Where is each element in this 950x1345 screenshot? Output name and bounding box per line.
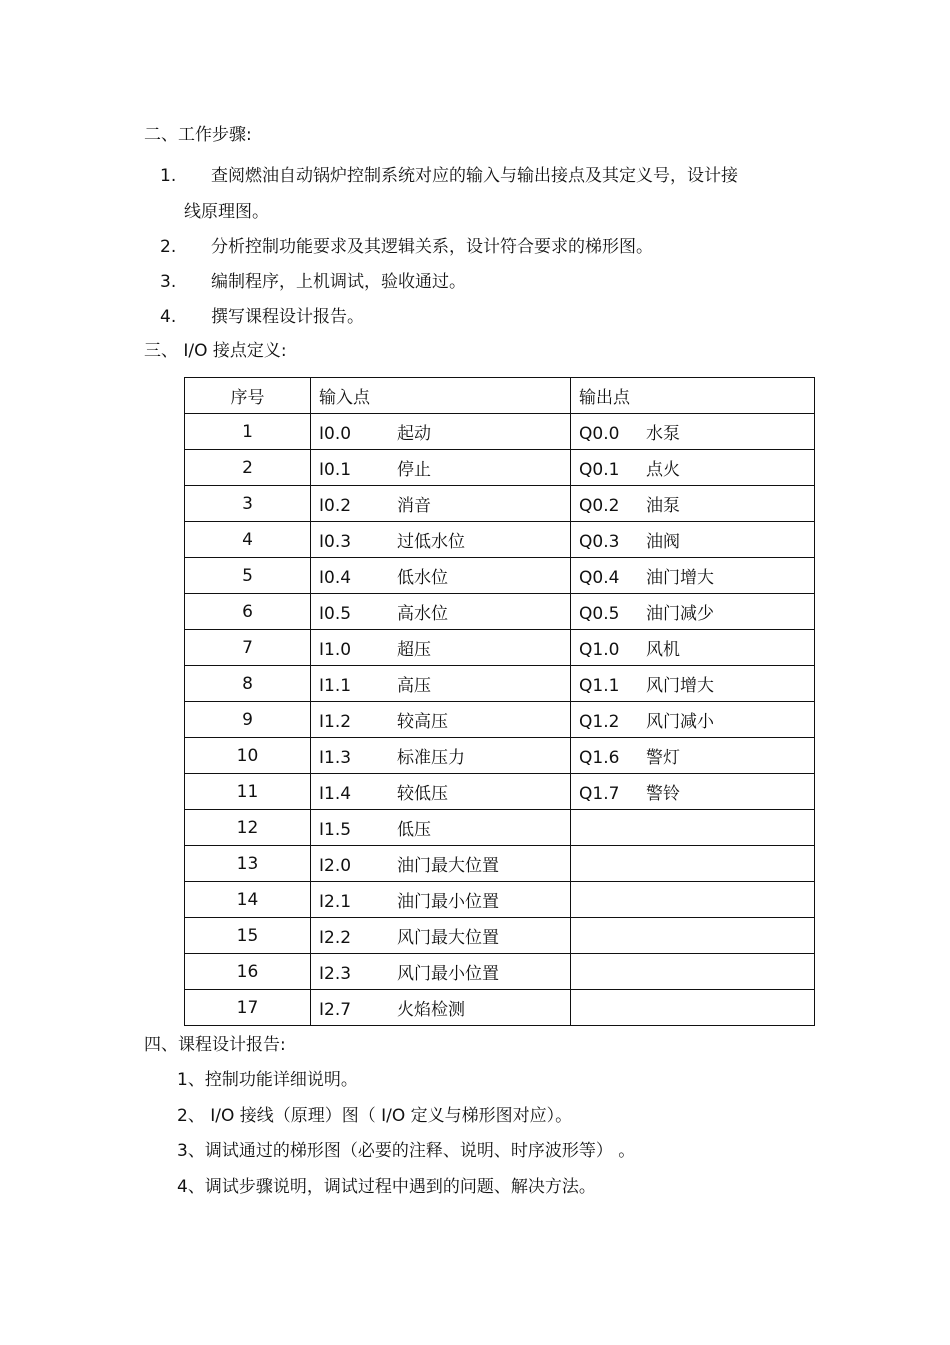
input-label: 标准压力: [397, 748, 465, 768]
step-number: 4.: [160, 307, 177, 327]
input-label: 过低水位: [397, 532, 465, 552]
input-point-cell: [311, 846, 571, 882]
input-point-cell: [311, 630, 571, 666]
input-address: I1.0: [319, 640, 352, 660]
input-label: 起动: [397, 424, 431, 444]
report-item: 2、 I/O 接线（原理）图（ I/O 定义与梯形图对应）。: [177, 1106, 573, 1126]
step-text-continued: 线原理图。: [184, 202, 269, 222]
input-address: I0.1: [319, 460, 352, 480]
input-point-cell: [311, 522, 571, 558]
table-row: [185, 414, 815, 450]
input-address: I1.3: [319, 748, 352, 768]
input-label: 超压: [397, 640, 431, 660]
step-text: 分析控制功能要求及其逻辑关系，设计符合要求的梯形图。: [211, 237, 653, 257]
output-address: Q1.2: [579, 712, 620, 732]
table-row: [185, 954, 815, 990]
output-point-cell: [571, 558, 815, 594]
input-label: 消音: [397, 496, 431, 516]
row-index: 13: [185, 846, 311, 882]
output-point-cell: [571, 738, 815, 774]
table-header-row: [185, 378, 815, 414]
input-point-cell: [311, 594, 571, 630]
output-address: Q0.5: [579, 604, 620, 624]
output-address: Q1.6: [579, 748, 620, 768]
section-heading-io-definition: 三、 I/O 接点定义:: [144, 341, 287, 361]
input-address: I2.2: [319, 928, 352, 948]
step-number: 1.: [160, 166, 177, 186]
output-point-cell: [571, 846, 815, 882]
output-point-cell: [571, 630, 815, 666]
table-row: [185, 702, 815, 738]
input-label: 油门最大位置: [397, 856, 499, 876]
table-row: [185, 594, 815, 630]
row-index: 8: [185, 666, 311, 702]
input-label: 较低压: [397, 784, 448, 804]
input-label: 火焰检测: [397, 1000, 465, 1020]
table-row: [185, 522, 815, 558]
input-address: I0.0: [319, 424, 352, 444]
row-index: 2: [185, 450, 311, 486]
input-label: 风门最小位置: [397, 964, 499, 984]
input-label: 较高压: [397, 712, 448, 732]
table-row: [185, 558, 815, 594]
step-text: 撰写课程设计报告。: [211, 307, 364, 327]
row-index: 17: [185, 990, 311, 1026]
section-heading-report: 四、课程设计报告:: [144, 1035, 286, 1055]
output-point-cell: [571, 954, 815, 990]
row-index: 9: [185, 702, 311, 738]
input-label: 停止: [397, 460, 431, 480]
row-index: 15: [185, 918, 311, 954]
header-index: 序号: [185, 378, 311, 414]
table-row: [185, 882, 815, 918]
table-row: [185, 738, 815, 774]
output-point-cell: [571, 990, 815, 1026]
output-point-cell: [571, 450, 815, 486]
input-label: 风门最大位置: [397, 928, 499, 948]
output-point-cell: [571, 666, 815, 702]
output-address: Q0.2: [579, 496, 620, 516]
step-text: 编制程序，上机调试，验收通过。: [211, 272, 466, 292]
row-index: 16: [185, 954, 311, 990]
step-text: 查阅燃油自动锅炉控制系统对应的输入与输出接点及其定义号，设计接: [211, 166, 738, 186]
input-point-cell: [311, 918, 571, 954]
report-item: 1、控制功能详细说明。: [177, 1070, 358, 1090]
output-label: 油门减少: [646, 604, 714, 624]
output-point-cell: [571, 522, 815, 558]
row-index: 11: [185, 774, 311, 810]
output-address: Q1.0: [579, 640, 620, 660]
input-label: 油门最小位置: [397, 892, 499, 912]
output-label: 油泵: [646, 496, 680, 516]
output-label: 水泵: [646, 424, 680, 444]
input-address: I2.7: [319, 1000, 352, 1020]
header-input-points: 输入点: [311, 378, 571, 414]
input-point-cell: [311, 882, 571, 918]
output-address: Q1.1: [579, 676, 620, 696]
output-point-cell: [571, 594, 815, 630]
table-row: [185, 846, 815, 882]
step-number: 3.: [160, 272, 177, 292]
output-address: Q0.4: [579, 568, 620, 588]
table-row: [185, 810, 815, 846]
output-label: 油门增大: [646, 568, 714, 588]
input-address: I2.1: [319, 892, 352, 912]
input-address: I0.2: [319, 496, 352, 516]
row-index: 10: [185, 738, 311, 774]
report-item: 4、调试步骤说明，调试过程中遇到的问题、解决方法。: [177, 1177, 596, 1197]
output-label: 风门减小: [646, 712, 714, 732]
step-number: 2.: [160, 237, 177, 257]
table-row: [185, 990, 815, 1026]
row-index: 12: [185, 810, 311, 846]
output-address: Q0.0: [579, 424, 620, 444]
input-point-cell: [311, 558, 571, 594]
row-index: 3: [185, 486, 311, 522]
input-label: 低水位: [397, 568, 448, 588]
input-address: I0.3: [319, 532, 352, 552]
input-point-cell: [311, 414, 571, 450]
output-label: 警铃: [646, 784, 680, 804]
table-row: [185, 486, 815, 522]
output-label: 风门增大: [646, 676, 714, 696]
header-output-points: 输出点: [571, 378, 815, 414]
output-point-cell: [571, 486, 815, 522]
output-point-cell: [571, 918, 815, 954]
input-point-cell: [311, 990, 571, 1026]
row-index: 6: [185, 594, 311, 630]
input-address: I0.5: [319, 604, 352, 624]
input-address: I1.4: [319, 784, 352, 804]
input-label: 高压: [397, 676, 431, 696]
output-label: 警灯: [646, 748, 680, 768]
output-label: 风机: [646, 640, 680, 660]
row-index: 4: [185, 522, 311, 558]
row-index: 14: [185, 882, 311, 918]
output-point-cell: [571, 774, 815, 810]
table-row: [185, 774, 815, 810]
output-point-cell: [571, 414, 815, 450]
table-row: [185, 666, 815, 702]
row-index: 7: [185, 630, 311, 666]
input-address: I1.1: [319, 676, 352, 696]
table-row: [185, 630, 815, 666]
output-label: 油阀: [646, 532, 680, 552]
section-heading-work-steps: 二、工作步骤:: [144, 125, 252, 145]
output-point-cell: [571, 882, 815, 918]
output-point-cell: [571, 702, 815, 738]
output-address: Q0.1: [579, 460, 620, 480]
input-label: 低压: [397, 820, 431, 840]
row-index: 5: [185, 558, 311, 594]
input-address: I2.0: [319, 856, 352, 876]
output-label: 点火: [646, 460, 680, 480]
input-address: I1.2: [319, 712, 352, 732]
input-point-cell: [311, 738, 571, 774]
input-point-cell: [311, 954, 571, 990]
input-address: I2.3: [319, 964, 352, 984]
input-point-cell: [311, 486, 571, 522]
table-row: [185, 450, 815, 486]
output-address: Q0.3: [579, 532, 620, 552]
row-index: 1: [185, 414, 311, 450]
report-item: 3、调试通过的梯形图（必要的注释、说明、时序波形等） 。: [177, 1141, 636, 1161]
input-point-cell: [311, 774, 571, 810]
io-definition-table: [184, 377, 815, 1026]
input-point-cell: [311, 702, 571, 738]
input-address: I0.4: [319, 568, 352, 588]
input-address: I1.5: [319, 820, 352, 840]
input-point-cell: [311, 450, 571, 486]
output-point-cell: [571, 810, 815, 846]
output-address: Q1.7: [579, 784, 620, 804]
input-point-cell: [311, 666, 571, 702]
input-label: 高水位: [397, 604, 448, 624]
input-point-cell: [311, 810, 571, 846]
table-row: [185, 918, 815, 954]
